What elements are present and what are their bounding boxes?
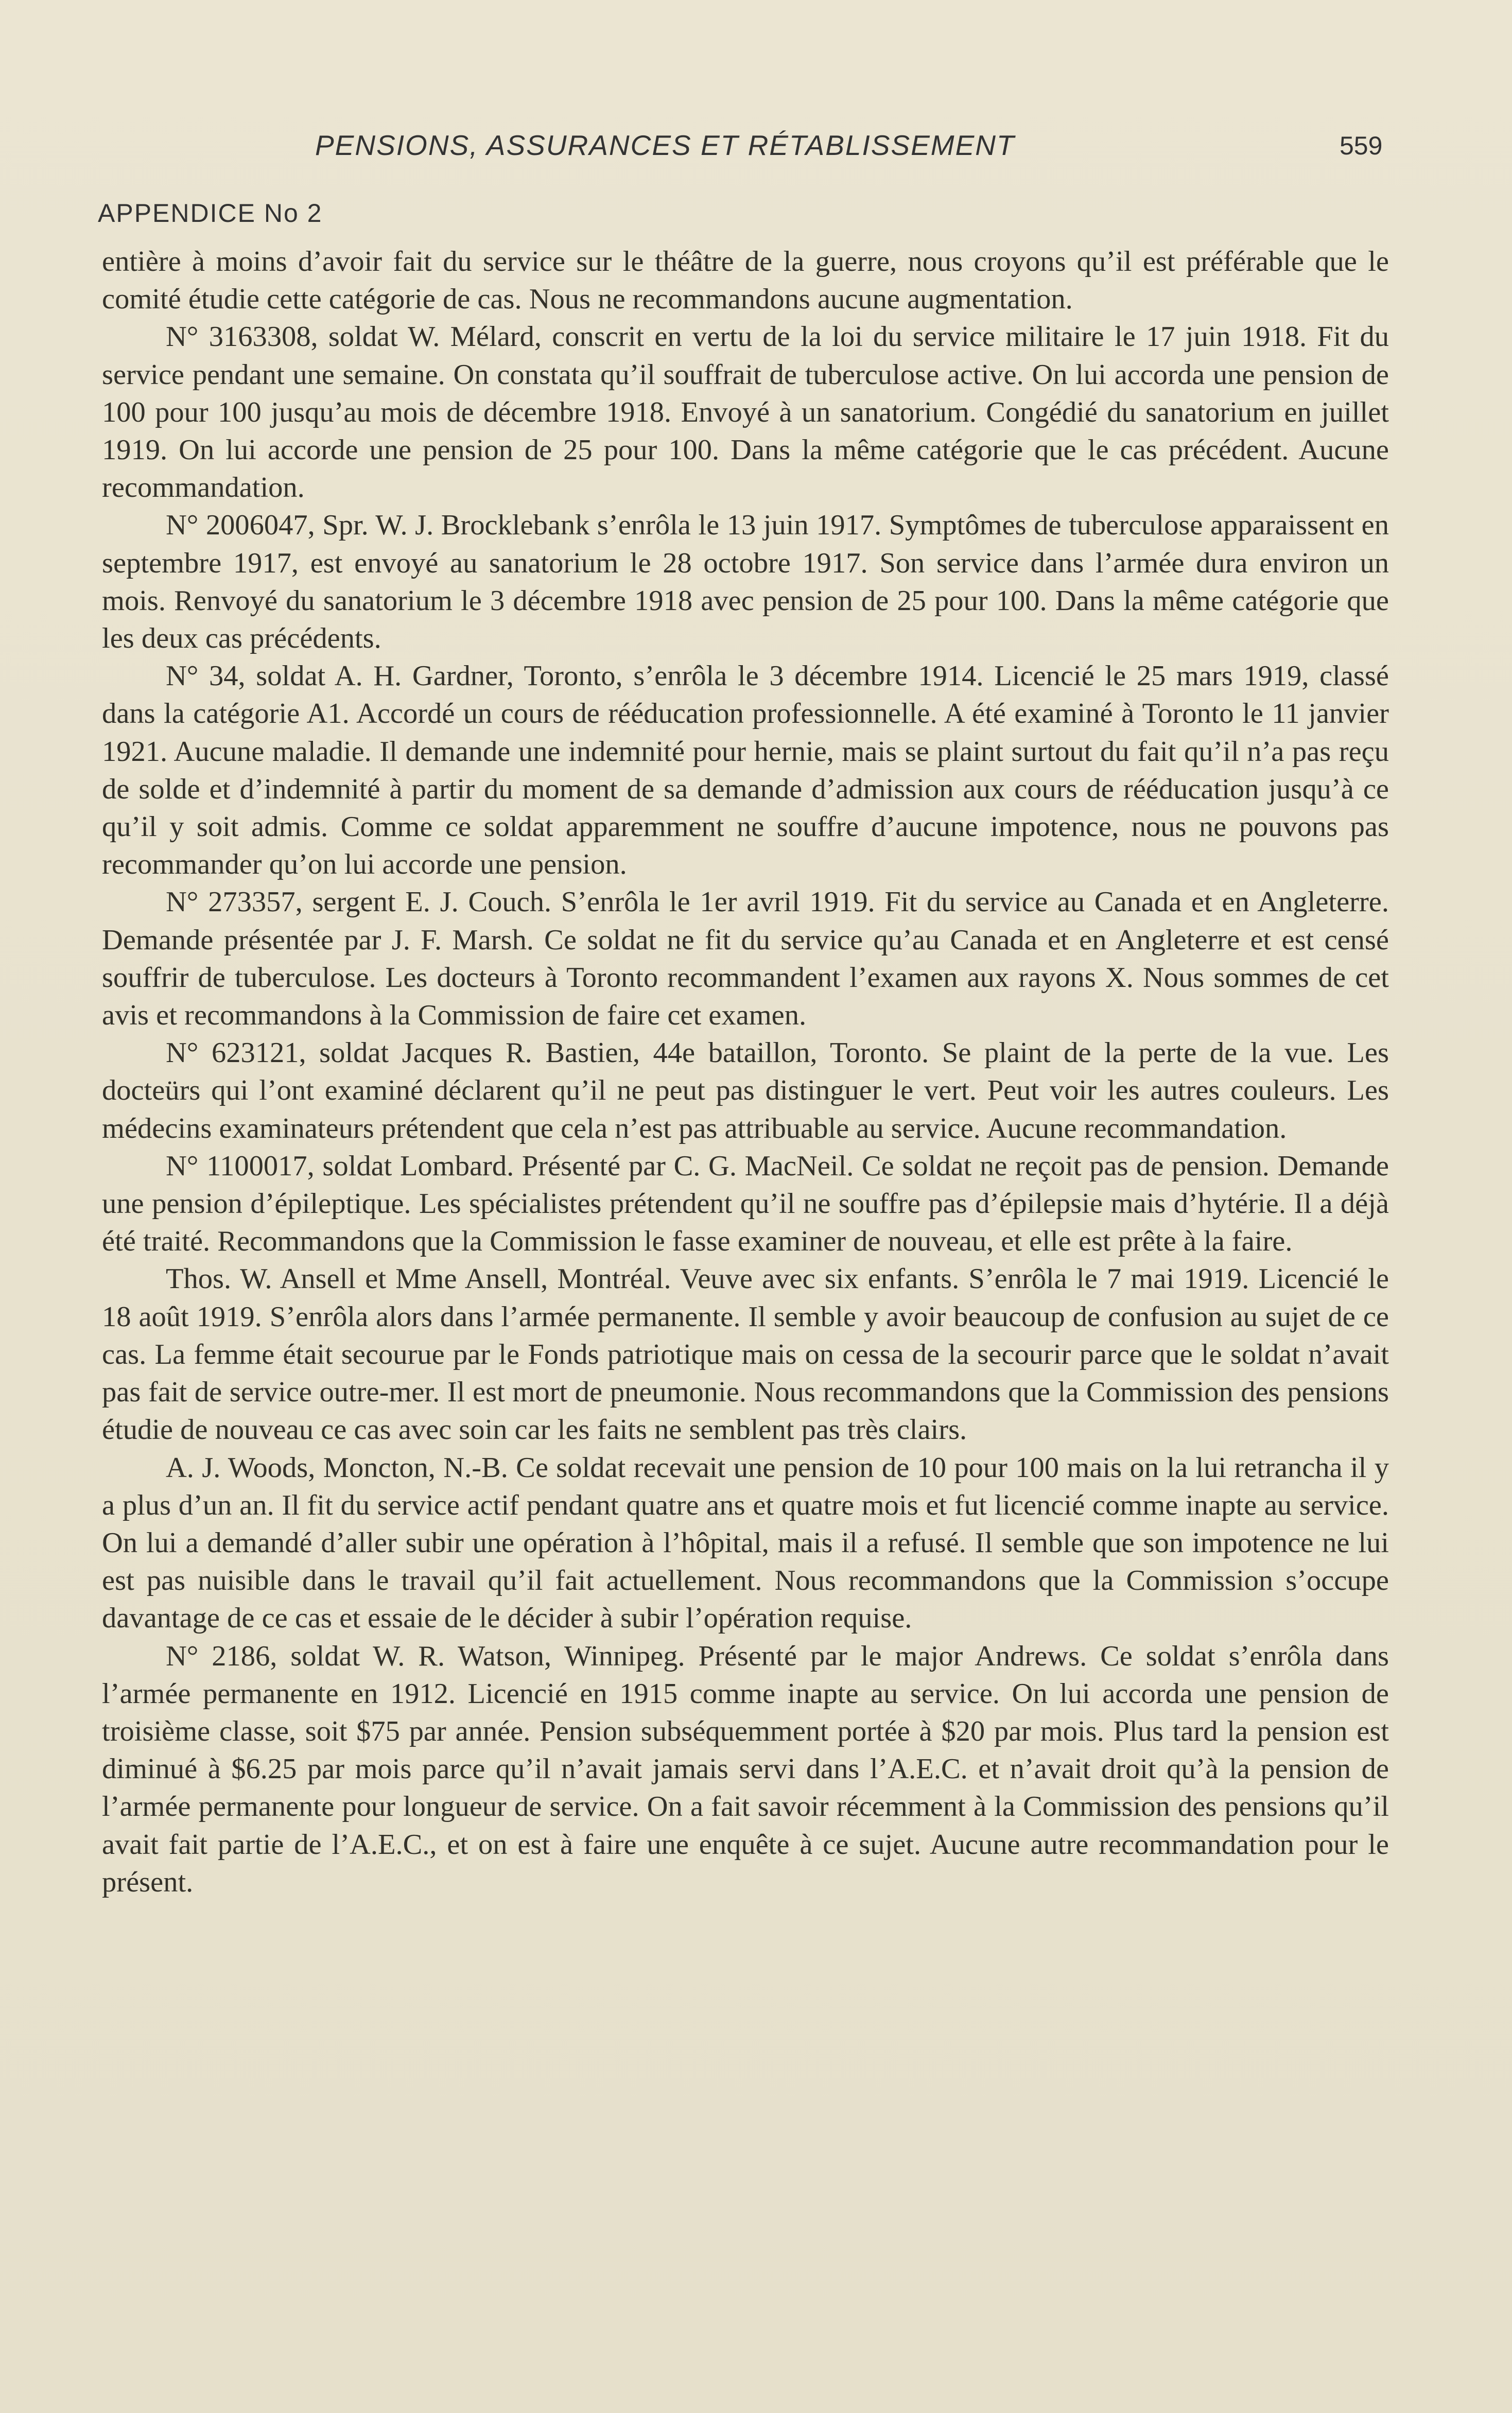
paragraph-case-woods: A. J. Woods, Moncton, N.-B. Ce soldat recevait une pension de 10 pour 100 mais on la lui retrancha il y a plus d’un an. Il fit du service actif pendant quatre ans et quatre mois et fut licencié comme inapte au service. On lui a demandé d’aller subir une opération à l’hôpital, mais il a refusé. Il semble que son impotence ne lui est pas nuisible dans le travail qu’il fait actuellement. Nous recommandons que la Commission s’occupe davantage de ce cas et essaie de le décider à subir l’opération requise. (102, 1451, 1389, 1635)
paragraph-case-bastien: N° 623121, soldat Jacques R. Bastien, 44e bataillon, Toronto. Se plaint de la perte de la vue. Les docteürs qui l’ont examiné déclarent qu’il ne peut pas distinguer le vert. Peut voir les autres couleurs. Les médecins examinateurs prétendent que cela n’est pas attribuable au service. Aucune recommandation. (102, 1037, 1389, 1144)
paragraph-case-lombard: N° 1100017, soldat Lombard. Présenté par C. G. MacNeil. Ce soldat ne reçoit pas de pension. Demande une pension d’épileptique. Les spécialistes prétendent qu’il ne souffre pas d’épilepsie mais d’hytérie. Il a déjà été traité. Recommandons que la Commission le fasse examiner de nouveau, et elle est prête à la faire. (102, 1150, 1389, 1258)
paragraph-case-brocklebank: N° 2006047, Spr. W. J. Brocklebank s’enrôla le 13 juin 1917. Symptômes de tuberculose apparaissent en septembre 1917, est envoyé au sanatorium le 28 octobre 1917. Son service dans l’armée dura environ un mois. Renvoyé du sanatorium le 3 décembre 1918 avec pension de 25 pour 100. Dans la même catégorie que les deux cas précédents. (102, 509, 1389, 655)
running-title: PENSIONS, ASSURANCES ET RÉTABLISSEMENT (315, 129, 1015, 161)
paragraph-case-couch: N° 273357, sergent E. J. Couch. S’enrôla le 1er avril 1919. Fit du service au Canada et en Angleterre. Demande présentée par J. F. Marsh. Ce soldat ne fit du service qu’au Canada et en Angleterre et est censé souffrir de tuberculose. Les docteurs à Toronto recommandent l’examen aux rayons X. Nous sommes de cet avis et recommandons à la Commission de faire cet examen. (102, 886, 1389, 1032)
appendix-label: APPENDICE No 2 (98, 199, 323, 228)
paragraph-case-gardner: N° 34, soldat A. H. Gardner, Toronto, s’enrôla le 3 décembre 1914. Licencié le 25 mars 1919, classé dans la catégorie A1. Accordé un cours de rééducation professionnelle. A été examiné à Toronto le 11 janvier 1921. Aucune maladie. Il demande une indemnité pour hernie, mais se plaint surtout du fait qu’il n’a pas reçu de solde et d’indemnité à partir du moment de sa demande d’admission aux cours de rééducation jusqu’à ce qu’il y soit admis. Comme ce soldat apparemment ne souffre d’aucune impotence, nous ne pouvons pas recommander qu’on lui accorde une pension. (102, 660, 1389, 881)
page-number: 559 (1340, 131, 1383, 160)
paragraph-case-melard: N° 3163308, soldat W. Mélard, conscrit en vertu de la loi du service militaire le 17 juin 1918. Fit du service pendant une semaine. On constata qu’il souffrait de tuberculose active. On lui accorda une pension de 100 pour 100 jusqu’au mois de décembre 1918. Envoyé à un sanatorium. Congédié du sanatorium en juillet 1919. On lui accorde une pension de 25 pour 100. Dans la même catégorie que le cas précédent. Aucune recommandation. (102, 321, 1389, 504)
paragraph-case-watson: N° 2186, soldat W. R. Watson, Winnipeg. Présenté par le major Andrews. Ce soldat s’enrôla dans l’armée permanente en 1912. Licencié en 1915 comme inapte au service. On lui accorda une pension de troisième classe, soit $75 par année. Pension subséquemment portée à $20 par mois. Plus tard la pension est diminué à $6.25 par mois parce qu’il n’avait jamais servi dans l’A.E.C. et n’avait droit qu’à la pension de l’armée permanente pour longueur de service. On a fait savoir récemment à la Commission des pensions qu’il avait fait partie de l’A.E.C., et on est à faire une enquête à ce sujet. Aucune autre recommandation pour le présent. (102, 1640, 1389, 1898)
paragraph-continuation: entière à moins d’avoir fait du service sur le théâtre de la guerre, nous croyons qu’il est préférable que le comité étudie cette catégorie de cas. Nous ne recommandons aucune augmentation. (102, 246, 1389, 316)
paragraph-case-ansell: Thos. W. Ansell et Mme Ansell, Montréal. Veuve avec six enfants. S’enrôla le 7 mai 1919. Licencié le 18 août 1919. S’enrôla alors dans l’armée permanente. Il semble y avoir beaucoup de confusion au sujet de ce cas. La femme était secourue par le Fonds patriotique mais on cessa de la secourir parce que le soldat n’avait pas fait de service outre-mer. Il est mort de pneumonie. Nous recommandons que la Commission des pensions étudie de nouveau ce cas avec soin car les faits ne semblent pas très clairs. (102, 1263, 1389, 1446)
body-text (102, 243, 1389, 1901)
